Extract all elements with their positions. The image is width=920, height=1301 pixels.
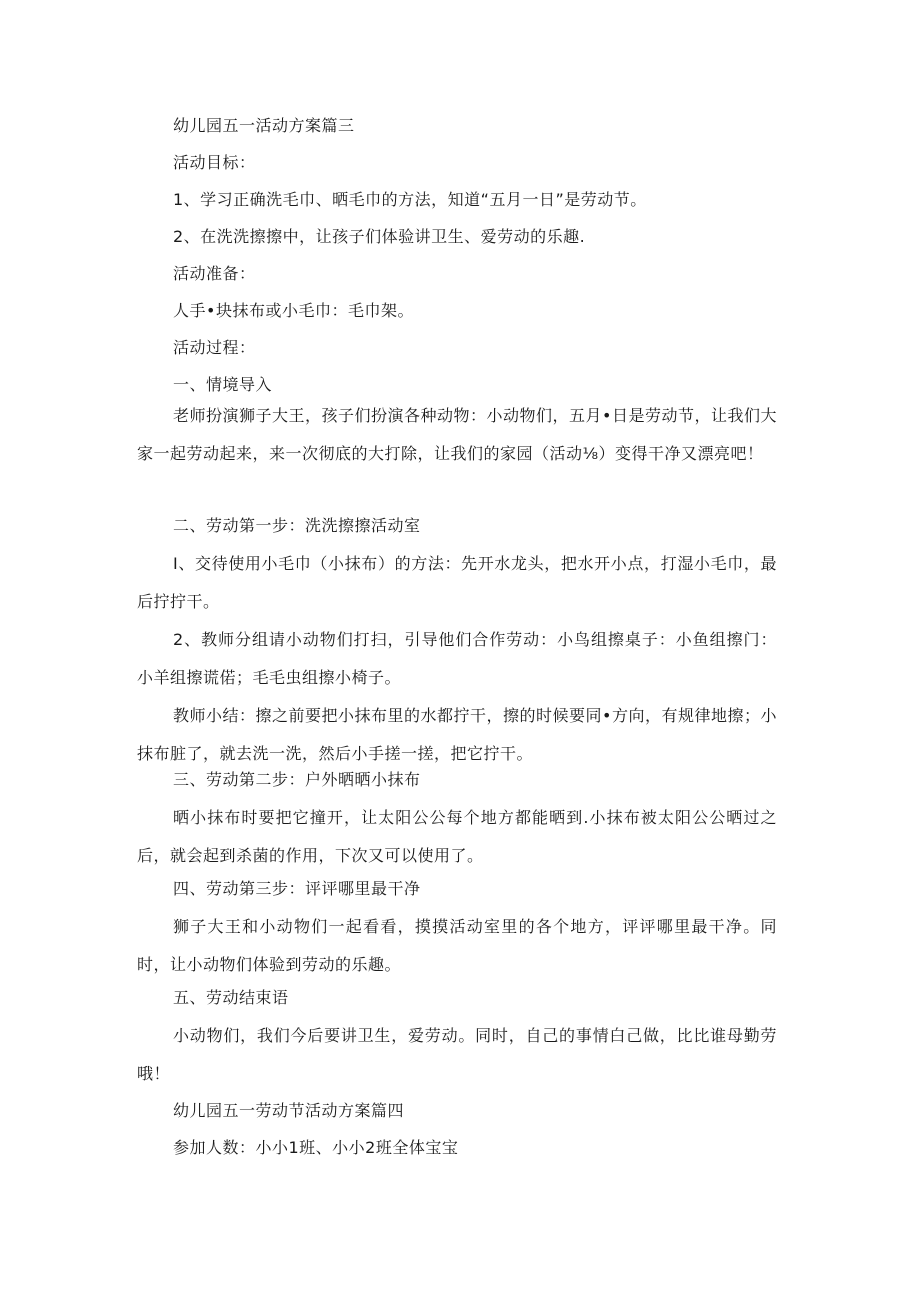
step-2-title: 二、劳动第一步：洗洗擦擦活动室 — [173, 516, 421, 535]
participants-line: 参加人数：小小1班、小小2班全体宝宝 — [173, 1138, 459, 1157]
goal-label: 活动目标： — [173, 153, 256, 172]
section-heading-4: 幼儿园五一劳动节活动方案篇四 — [173, 1101, 405, 1120]
step-5-paragraph: 小动物们，我们今后要讲卫生，爱劳动。同时，自己的事情白己做，比比谁母勤劳哦！ — [137, 1026, 777, 1083]
step-4-paragraph: 狮子大王和小动物们一起看看，摸摸活动室里的各个地方，评评哪里最干净。同时，让小动物们体验到劳动的乐趣。 — [137, 917, 777, 974]
step-3-paragraph: 晒小抹布时要把它撞开，让太阳公公每个地方都能晒到.小抹布被太阳公公晒过之后，就会起到杀菌的作用，下次又可以使用了。 — [137, 808, 777, 865]
step-2-summary: 教师小结：擦之前要把小抹布里的水都拧干，擦的时候要同•方向，有规律地擦；小抹布脏了，就去洗一洗，然后小手搓一搓，把它拧干。 — [137, 706, 777, 763]
step-4-title: 四、劳动第三步：评评哪里最干净 — [173, 879, 421, 898]
goal-item-2: 2、在洗洗擦擦中，让孩子们体验讲卫生、爱劳动的乐趣. — [173, 227, 586, 246]
process-label: 活动过程： — [173, 338, 256, 357]
prep-label: 活动准备： — [173, 264, 256, 283]
prep-text: 人手•块抹布或小毛巾：毛巾架。 — [173, 301, 414, 320]
step-2-item-1: I、交待使用小毛巾（小抹布）的方法：先开水龙头，把水开小点，打湿小毛巾，最后拧拧干。 — [137, 554, 777, 611]
step-1-title: 一、情境导入 — [173, 375, 273, 394]
step-3-title: 三、劳动第二步：户外晒晒小抹布 — [173, 770, 421, 789]
goal-item-1: 1、学习正确洗毛巾、晒毛巾的方法，知道“五月一日”是劳动节。 — [173, 190, 647, 209]
step-2-item-2: 2、教师分组请小动物们打扫，引导他们合作劳动：小鸟组擦桌子：小鱼组擦门：小羊组擦谎偌；毛毛虫组擦小椅子。 — [137, 630, 777, 687]
step-5-title: 五、劳动结束语 — [173, 988, 289, 1007]
step-1-paragraph: 老师扮演狮子大王，孩子们扮演各种动物：小动物们，五月•日是劳动节，让我们大家一起劳动起来，来一次彻底的大打除，让我们的家园（活动⅛）变得干净又漂亮吧！ — [137, 406, 777, 463]
section-heading-3: 幼儿园五一活动方案篇三 — [173, 116, 355, 135]
